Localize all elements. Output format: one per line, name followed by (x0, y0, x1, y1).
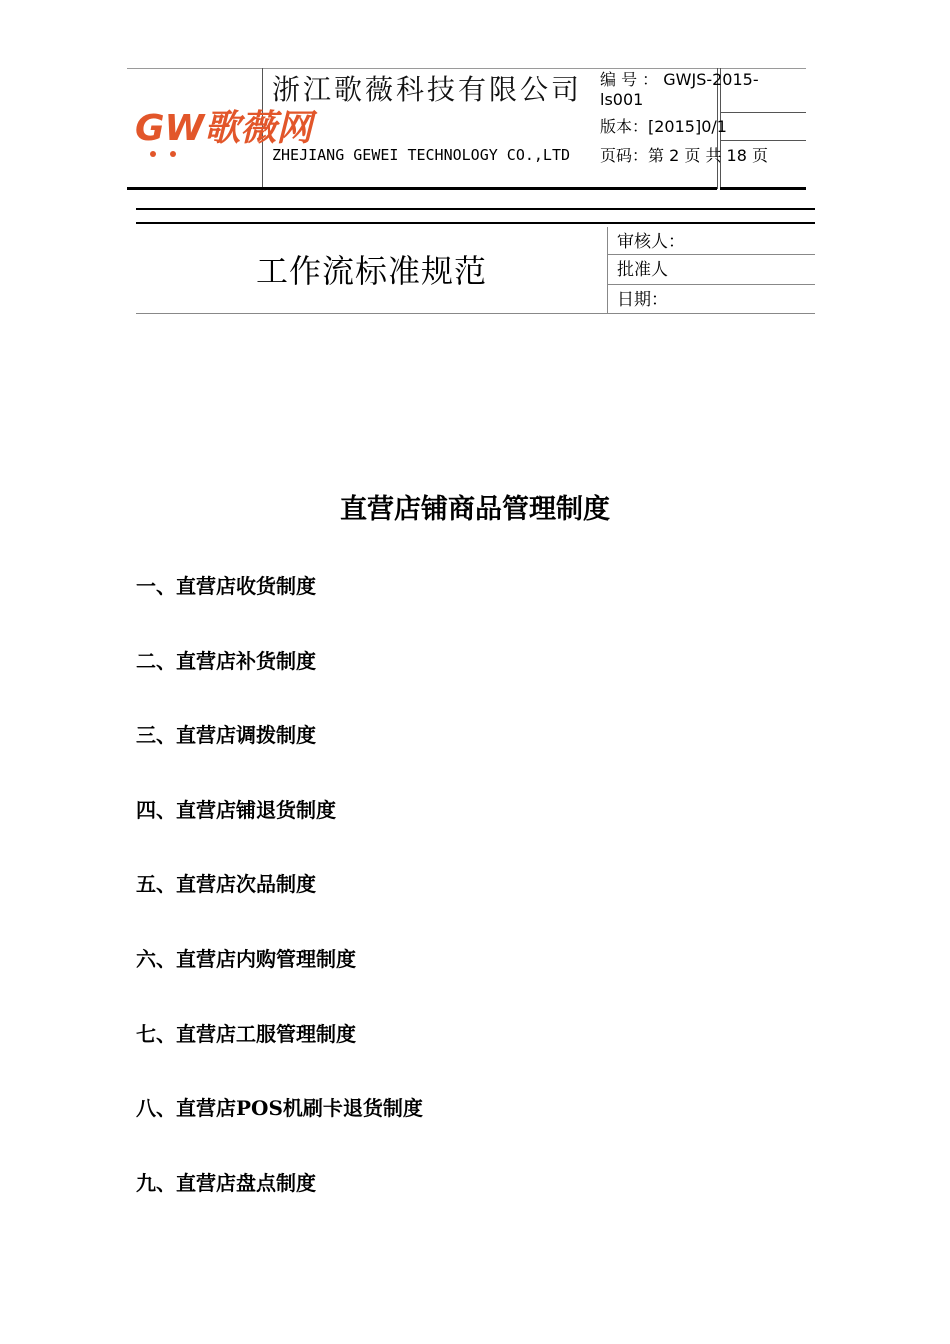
toc-item: 二、直营店补货制度 (136, 648, 316, 673)
title-rule (136, 222, 815, 224)
title-block (136, 227, 815, 315)
header-meta-rule (720, 112, 806, 113)
logo-wheel (170, 151, 176, 157)
header-meta-rule (720, 140, 806, 141)
main-title: 直营店铺商品管理制度 (340, 494, 610, 525)
toc-item: 五、直营店次品制度 (136, 872, 316, 897)
logo-wheel (150, 151, 156, 157)
toc-item: 三、直营店调拨制度 (136, 723, 316, 748)
company-name-cn: 浙江歌薇科技有限公司 (272, 73, 583, 106)
reviewer-label: 审核人： (617, 232, 685, 252)
approver-label: 批准人 (617, 260, 668, 280)
date-label: 日期： (617, 290, 668, 310)
company-logo (133, 90, 313, 162)
toc-item: 六、直营店内购管理制度 (136, 946, 356, 971)
toc-item: 四、直营店铺退货制度 (136, 797, 336, 822)
toc-item: 八、直营店POS机刷卡退货制度 (136, 1096, 423, 1121)
logo-text: GW歌薇网 (135, 108, 313, 149)
company-name-en: ZHEJIANG GEWEI TECHNOLOGY CO.,LTD (272, 146, 571, 164)
doc-version: 版本：[2015]0/1 (600, 117, 727, 136)
toc-item: 九、直营店盘点制度 (136, 1170, 316, 1195)
table-of-contents (136, 566, 423, 1237)
header-bottom-rule (720, 187, 806, 190)
doc-title: 工作流标准规范 (255, 252, 487, 290)
page-info: 页码：第 2 页 共 18 页 (600, 146, 768, 165)
toc-item: 一、直营店收货制度 (136, 574, 316, 598)
title-rule (136, 208, 815, 210)
title-bottom-rule (136, 313, 815, 314)
doc-number: 编 号 ： GWJS-2015-ls001 (600, 70, 759, 109)
header-bottom-rule (127, 187, 717, 190)
toc-item: 七、直营店工服管理制度 (136, 1021, 356, 1046)
header-top-rule (127, 68, 806, 69)
title-divider (607, 227, 608, 314)
title-row-rule (607, 254, 815, 255)
document-header (127, 68, 806, 192)
title-row-rule (607, 284, 815, 285)
